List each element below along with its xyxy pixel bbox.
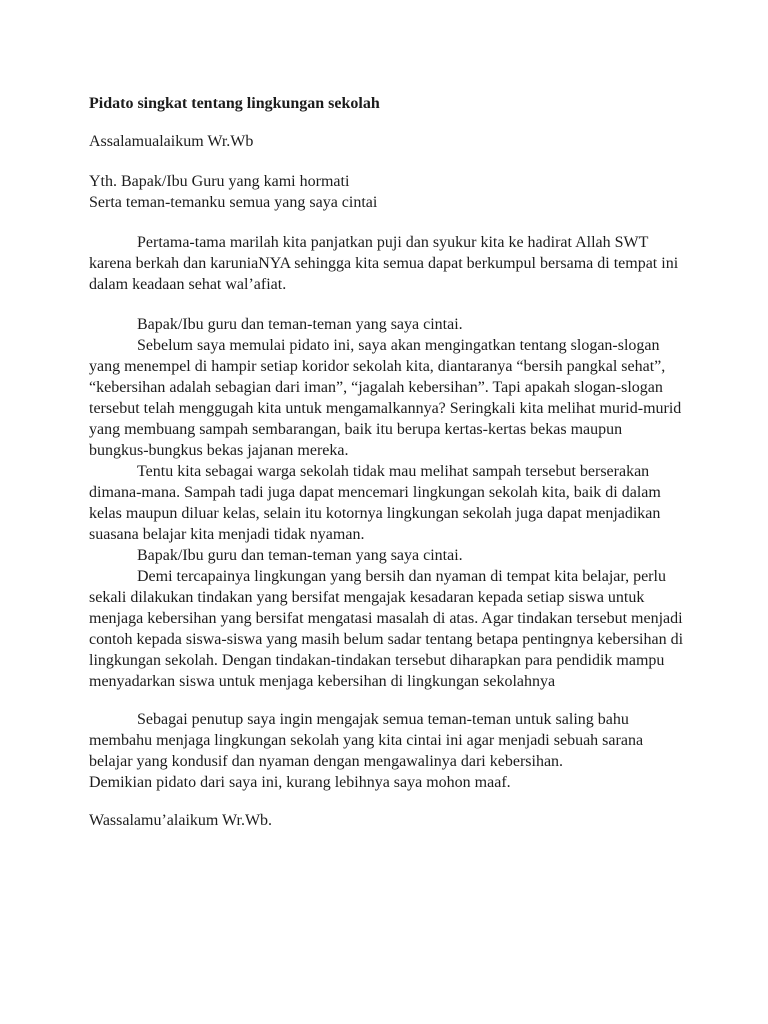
address-line-teman: Serta teman-temanku semua yang saya cintai bbox=[89, 194, 378, 211]
address-line-guru: Yth. Bapak/Ibu Guru yang kami hormati bbox=[89, 173, 350, 190]
paragraph-pembukaan: Pertama-tama marilah kita panjatkan puji dan syukur kita ke hadirat Allah SWT karena berkah dan karuniaNYA sehingga kita semua dapat berkumpul bersama di tempat ini dalam keadaan sehat wal’afiat. bbox=[89, 234, 679, 293]
opening-salutation: Assalamualaikum Wr.Wb bbox=[89, 133, 254, 150]
paragraph-penutup: Sebagai penutup saya ingin mengajak semua teman-teman untuk saling bahu membahu menjaga lingkungan sekolah yang kita cintai ini agar menjadi sebuah sarana belajar yang kondusif dan nyaman dengan mengawalinya dari kebersihan. bbox=[89, 711, 644, 770]
paragraph-sapaan-2: Bapak/Ibu guru dan teman-teman yang saya cintai. bbox=[137, 547, 463, 564]
document-title: Pidato singkat tentang lingkungan sekolah bbox=[89, 95, 380, 112]
paragraph-tindakan: Demi tercapainya lingkungan yang bersih dan nyaman di tempat kita belajar, perlu sekali dilakukan tindakan yang bersifat mengajak kesadaran kepada setiap siswa untuk menjaga kebersihan yang bersifat mengatasi masalah di atas. Agar tindakan tersebut menjadi contoh kepada siswa-siswa yang masih belum sadar tentang betapa pentingnya kebersihan di lingkungan sekolah. Dengan tindakan-tindakan tersebut diharapkan para pendidik mampu menyadarkan siswa untuk menjaga kebersihan di lingkungan sekolahnya bbox=[89, 568, 684, 690]
paragraph-slogan: Sebelum saya memulai pidato ini, saya akan mengingatkan tentang slogan-slogan yang menempel di hampir setiap koridor sekolah kita, diantaranya “bersih pangkal sehat”, “kebersihan adalah sebagian dari iman”, “jagalah kebersihan”. Tapi apakah slogan-slogan tersebut telah menggugah kita untuk mengamalkannya? Seringkali kita melihat murid-murid yang membuang sampah sembarangan, baik itu berupa kertas-kertas bekas maupun bungkus-bungkus bekas jajanan mereka. bbox=[89, 337, 682, 459]
paragraph-sapaan-1: Bapak/Ibu guru dan teman-teman yang saya cintai. bbox=[137, 316, 463, 333]
paragraph-maaf: Demikian pidato dari saya ini, kurang lebihnya saya mohon maaf. bbox=[89, 774, 511, 791]
paragraph-sampah: Tentu kita sebagai warga sekolah tidak mau melihat sampah tersebut berserakan dimana-mana. Sampah tadi juga dapat mencemari lingkungan sekolah kita, baik di dalam kelas maupun diluar kelas, selain itu kotornya lingkungan sekolah juga dapat menjadikan suasana belajar kita menjadi tidak nyaman. bbox=[89, 463, 661, 543]
closing-salutation: Wassalamu’alaikum Wr.Wb. bbox=[89, 812, 273, 829]
